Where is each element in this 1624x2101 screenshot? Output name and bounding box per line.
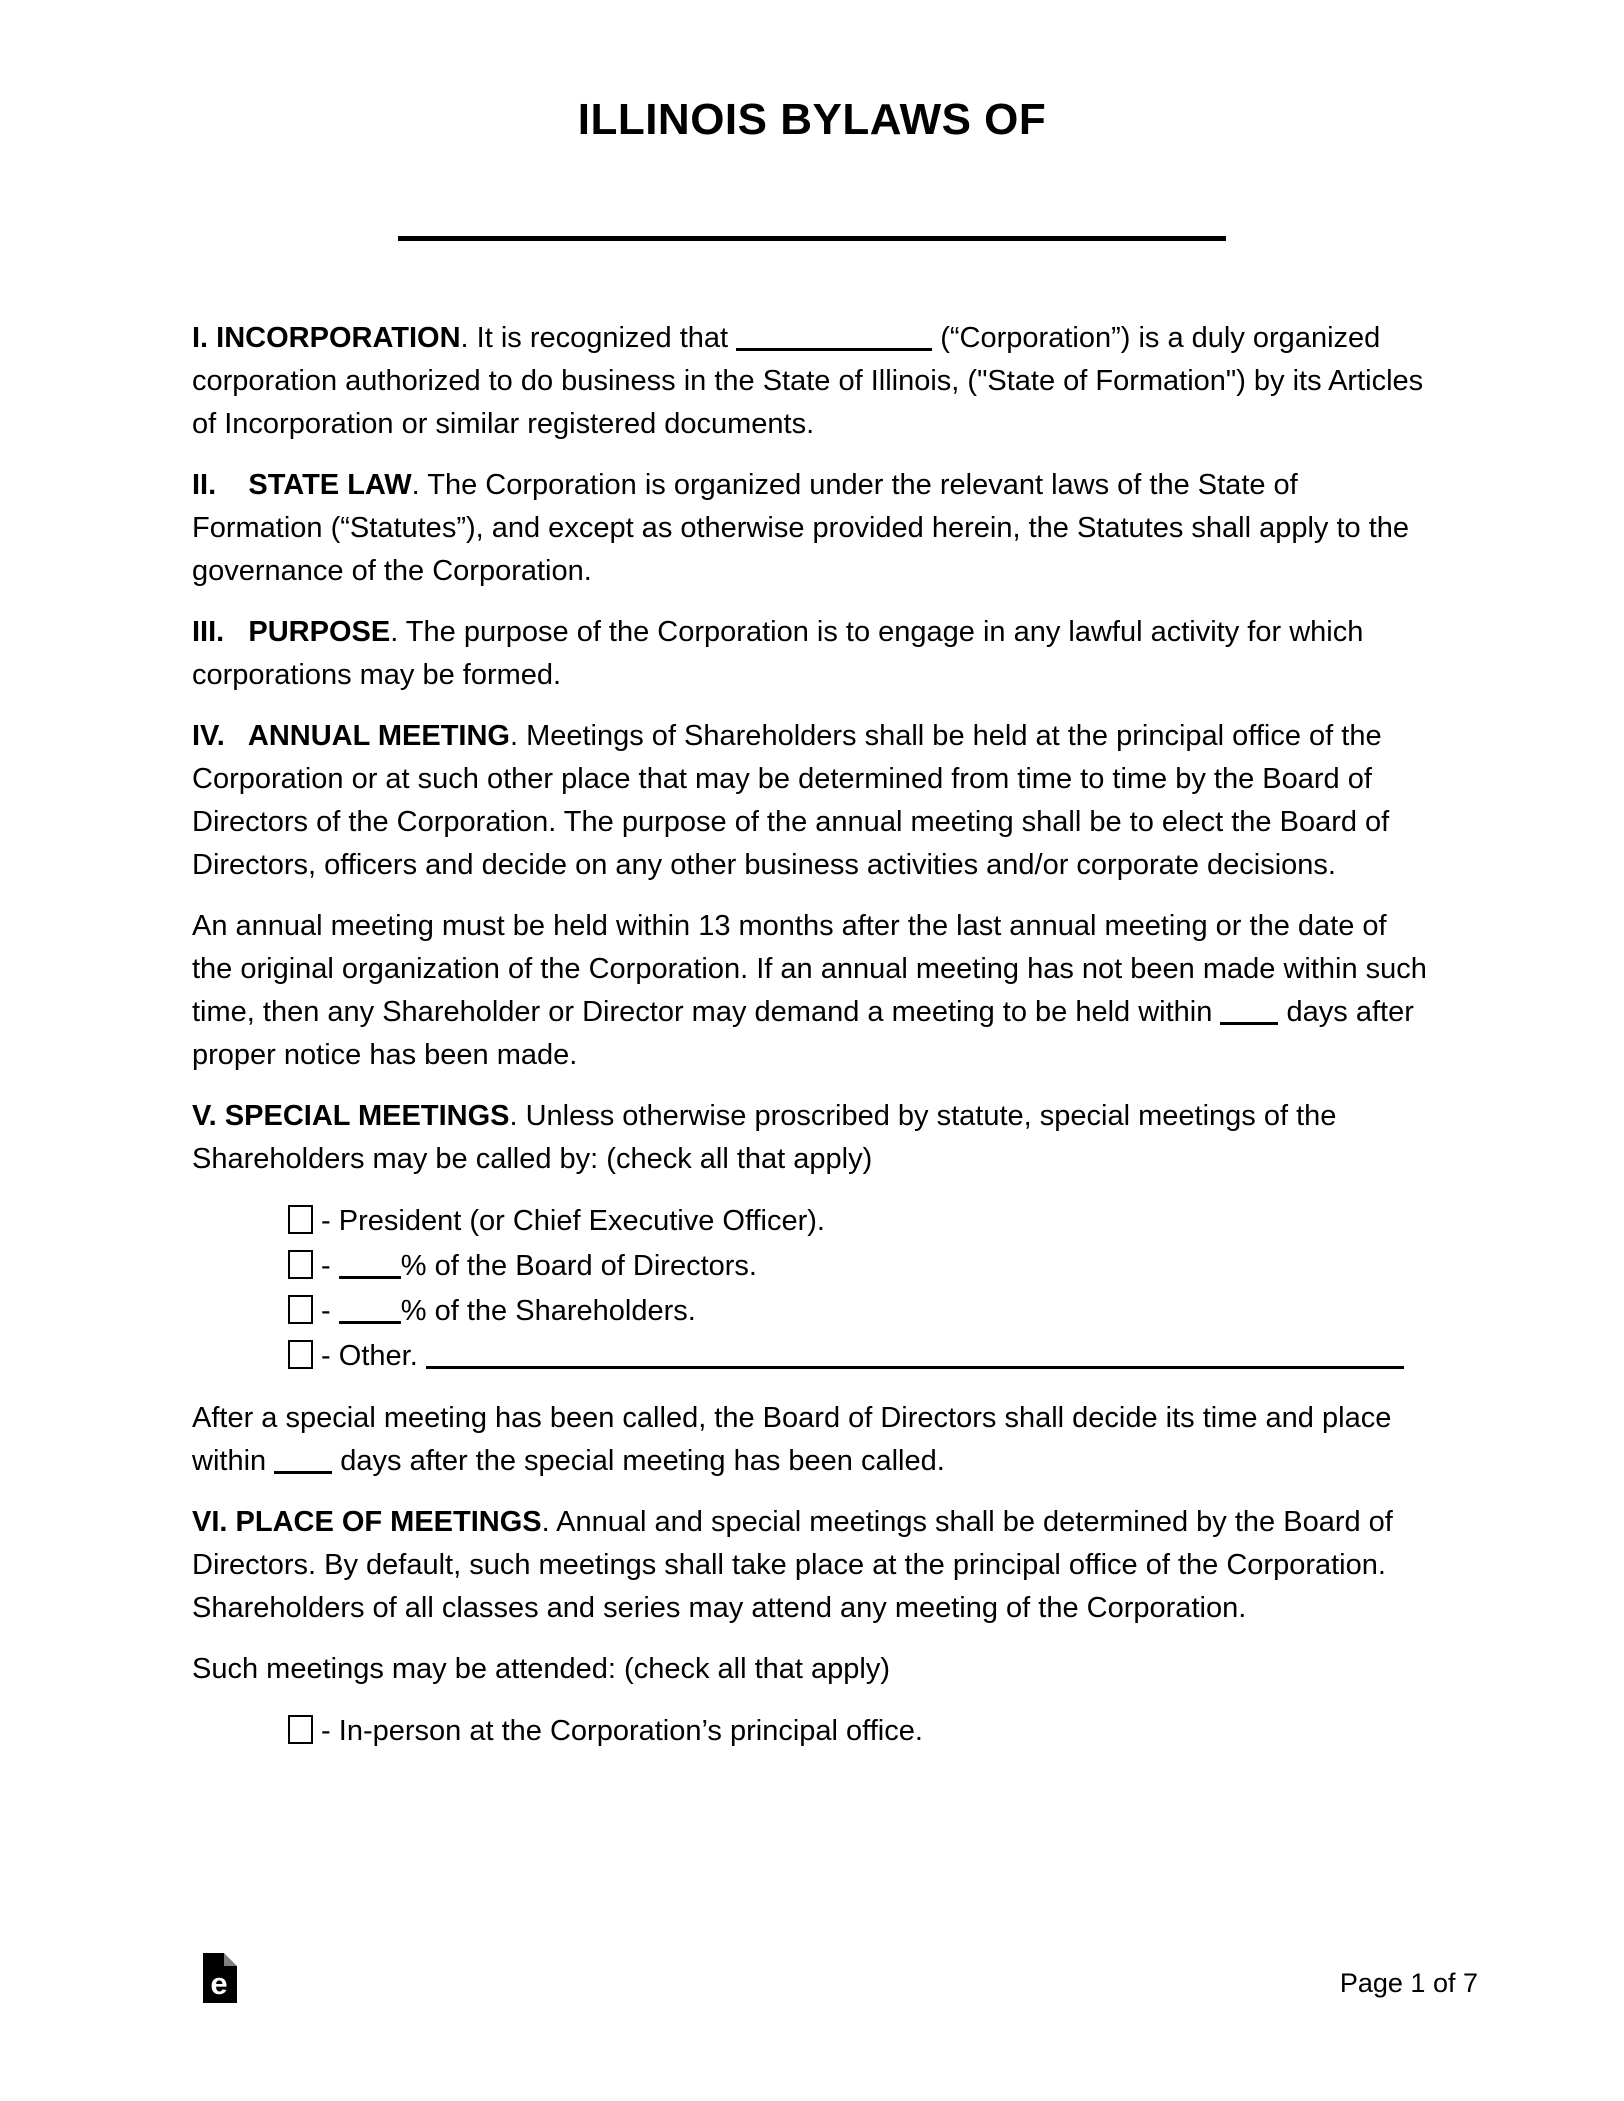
option-label: In-person at the Corporation’s principal office. [338,1715,923,1747]
section-heading: IV. ANNUAL MEETING [192,720,510,752]
paragraph-text: . It is recognized that [460,322,737,354]
paragraph-text: days after the special meeting has been called. [332,1445,945,1477]
special-meetings-options [192,1199,1432,1379]
paragraph-text: Such meetings may be attended: (check all that apply) [192,1653,890,1685]
paragraph-text: An annual meeting must be held within 13 months after the last annual meeting or the date of the original organization of the Corporation. If an annual meeting has not been made within such time, then any Shareholder or Director may demand a meeting to be held within [192,910,1435,1028]
shareholders-percent-field[interactable] [339,1301,401,1324]
option-label: President (or Chief Executive Officer). [338,1205,825,1237]
option-label: % of the Board of Directors. [400,1250,757,1282]
option-board-percent [288,1244,1432,1289]
option-shareholders-percent [288,1289,1432,1334]
option-label: - [313,1340,339,1372]
board-percent-field[interactable] [339,1256,401,1279]
section-heading: I. INCORPORATION [192,322,461,354]
section-special-meetings [192,1095,1432,1181]
section-place-of-meetings [192,1501,1432,1630]
section-heading: V. SPECIAL MEETINGS [192,1100,510,1132]
checkbox-icon[interactable] [288,1250,313,1279]
special-meeting-days-field[interactable] [274,1451,332,1474]
option-label: - [313,1250,339,1282]
paragraph-text: . The purpose of the Corporation is to engage in any lawful activity for which corporations may be formed. [192,616,1372,691]
page-number: Page 1 of 7 [1339,1968,1478,1998]
other-field[interactable] [426,1346,1404,1369]
annual-meeting-days-field[interactable] [1220,1002,1278,1025]
checkbox-icon[interactable] [288,1340,313,1369]
paragraph-text: . Unless otherwise proscribed by statute, special meetings of the Shareholders may be called by: (check all that apply) [192,1100,1345,1175]
option-label: - [313,1205,339,1237]
section-heading: II. STATE LAW [192,469,412,501]
attendance-intro [192,1648,1432,1691]
page-title: ILLINOIS BYLAWS OF [577,95,1047,144]
paragraph-text: . Meetings of Shareholders shall be held at the principal office of the Corporation or at such other place that may be determined from time to time by the Board of Directors of the Corporation. The purpose of the annual meeting shall be to elect the Board of Directors, officers and decide on any other business activities and/or corporate decisions. [192,720,1398,881]
eforms-logo-letter: e [210,1966,228,2001]
paragraph-text: (“Corporation”) is a duly organized corporation authorized to do business in the State of Illinois, ("State of Formation") by its Articles of Incorporation or similar registered documents. [192,322,1432,440]
checkbox-icon[interactable] [288,1295,313,1324]
section-purpose [192,611,1432,697]
paragraph-text: After a special meeting has been called, the Board of Directors shall decide its time and place within [192,1402,1400,1477]
corporation-name-blank-line[interactable] [398,236,1226,241]
section-state-law [192,464,1432,593]
option-label: % of the Shareholders. [400,1295,696,1327]
section-heading: III. PURPOSE [192,616,391,648]
section-incorporation [192,317,1432,446]
section-annual-meeting [192,715,1432,887]
annual-meeting-notice [192,905,1435,1077]
checkbox-icon[interactable] [288,1205,313,1234]
corporation-name-field[interactable] [736,328,932,351]
checkbox-icon[interactable] [288,1715,313,1744]
option-label: - [313,1295,339,1327]
option-president [288,1199,1432,1244]
eforms-logo [203,1953,237,2003]
attendance-options [192,1709,1432,1754]
section-heading: VI. PLACE OF MEETINGS [192,1506,542,1538]
document-body [192,317,1435,1754]
paragraph-text: days after proper notice has been made. [192,996,1422,1071]
option-label: - [313,1715,339,1747]
option-other [288,1334,1432,1379]
option-label: Other. [338,1340,426,1372]
option-in-person [288,1709,1432,1754]
paragraph-text: . Annual and special meetings shall be determined by the Board of Directors. By default, such meetings shall take place at the principal office of the Corporation. Shareholders of all classes and series may attend any meeting of the Corporation. [192,1506,1401,1624]
special-meeting-decision [192,1397,1432,1483]
paragraph-text: . The Corporation is organized under the relevant laws of the State of Formation (“Statutes”), and except as otherwise provided herein, the Statutes shall apply to the governance of the Corporation. [192,469,1418,587]
